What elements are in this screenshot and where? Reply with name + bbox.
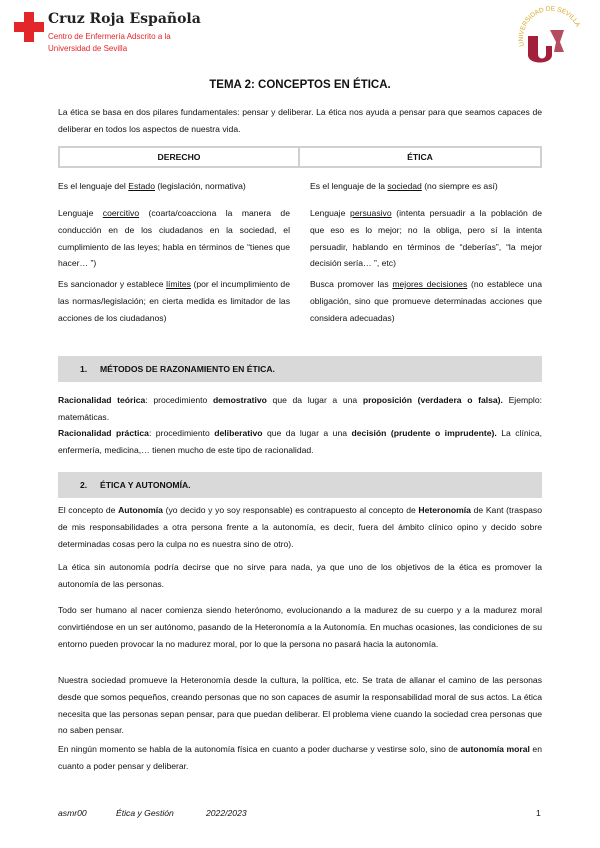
bold-text: Autonomía (118, 505, 163, 515)
table-cell (58, 205, 290, 272)
underlined-text: Estado (128, 181, 155, 191)
text-run: En ningún momento se habla de la autonomía física en cuanto a poder ducharse y vestirse solo, sino de (58, 744, 461, 754)
table-cell (58, 276, 290, 326)
section-1-heading (58, 356, 542, 382)
text-run: Todo ser humano al nacer comienza siendo heterónomo, evolucionando a la madurez de su cuerpo y a la madurez moral convirtiéndose en un ser autónomo, pasando de la Heteronomía a la Autonomía. En muchas ocasiones, las condiciones de su entorno pueden provocar la no madurez moral, por lo que la persona no pasará hacia la autonomía. (58, 605, 542, 649)
underlined-text: persuasivo (350, 208, 392, 218)
paragraph (58, 559, 542, 593)
table-cell (58, 178, 290, 195)
red-cross-icon (14, 12, 44, 42)
bold-text: demostrativo (212, 395, 267, 405)
section-number: 2. (80, 480, 88, 490)
footer-author: asmr00 (58, 808, 87, 818)
page-title: TEMA 2: CONCEPTOS EN ÉTICA. (209, 79, 391, 91)
text-run: Es el lenguaje de la (310, 181, 388, 191)
org-subtitle-2: Universidad de Sevilla (48, 44, 128, 53)
bold-text: decisión (prudente o imprudente). (351, 428, 497, 438)
org-subtitle-1: Centro de Enfermería Adscrito a la (48, 32, 171, 41)
text-run: El concepto de (58, 505, 119, 515)
bold-text: proposición (verdadera o falsa). (362, 395, 503, 405)
text-run: La ética sin autonomía podría decirse que no sirve para nada, ya que uno de los objetivos de la ética es promover la autonomía de las personas. (58, 562, 542, 589)
intro-paragraph (58, 104, 542, 138)
text-run: Es el lenguaje del (58, 181, 129, 191)
section-2-heading (58, 472, 542, 498)
paragraph (58, 741, 542, 775)
footer-year: 2022/2023 (206, 808, 247, 818)
text-run: Busca promover las (310, 279, 393, 289)
paragraph (58, 392, 542, 426)
section-title: ÉTICA Y AUTONOMÍA. (100, 480, 191, 490)
paragraph (58, 672, 542, 739)
table-cell (310, 178, 542, 195)
underlined-text: sociedad (387, 181, 422, 191)
header-etica: ÉTICA (407, 152, 433, 162)
section-number: 1. (80, 364, 88, 374)
text-run: La clínica, enfermería, medicina,… tienen mucho de este tipo de racionalidad. (58, 428, 542, 455)
text-run: Ejemplo: matemáticas. (58, 395, 543, 422)
text-run: (yo decido y yo soy responsable) es contrapuesto al concepto de (162, 505, 419, 515)
org-name: Cruz Roja Española (48, 11, 201, 27)
text-run: que da lugar a una (262, 428, 352, 438)
section-title: MÉTODOS DE RAZONAMIENTO EN ÉTICA. (100, 364, 275, 374)
text-run: Es sancionador y establece (58, 279, 167, 289)
header-derecho: DERECHO (60, 148, 300, 166)
svg-text:UNIVERSIDAD DE SEVILLA: UNIVERSIDAD DE SEVILLA (517, 6, 582, 48)
bold-text: Racionalidad teórica (58, 395, 146, 405)
bold-text: Racionalidad práctica (58, 428, 149, 438)
table-cell (310, 205, 542, 272)
universidad-sevilla-seal (516, 6, 586, 66)
text-run: (intenta persuadir a la población de que eso es lo mejor; no la obliga, pero sí la intenta persuadir, hablando en términos de “deberías”, “la mejor decisión sería… ”, etc) (310, 208, 542, 269)
text-run: Nuestra sociedad promueve la Heteronomía desde la cultura, la política, etc. Se trata de allanar el camino de las personas desde que somos pequeños, creando personas que no son capaces de asumir la responsabilidad moral de sus actos. La ética necesita que las personas sepan pensar, para que puedan deliberar. El problema viene cuando la sociedad crea personas que no saben pensar. (58, 675, 542, 736)
paragraph (58, 502, 542, 552)
paragraph (58, 602, 542, 652)
text-run: en cuanto a poder pensar y deliberar. (58, 744, 542, 771)
text-run: La ética se basa en dos pilares fundamentales: pensar y deliberar. La ética nos ayuda a pensar para que seamos capaces de deliberar en todos los aspectos de nuestra vida. (58, 107, 542, 134)
text-run: Lenguaje (58, 208, 103, 218)
footer-subject: Ética y Gestión (116, 808, 174, 818)
text-run: : procedimiento (148, 428, 215, 438)
text-run: (no establece una obligación, sino que promueve determinadas acciones que considera adecuadas) (310, 279, 542, 323)
text-run: Lenguaje (310, 208, 351, 218)
text-run: (por el incumplimiento de las normas/legislación; en cierta medida es limitador de las acciones de los ciudadanos) (58, 279, 290, 323)
underlined-text: límites (166, 279, 191, 289)
bold-text: deliberativo (214, 428, 263, 438)
table-cell (310, 276, 542, 326)
comparison-table-header (58, 146, 542, 168)
bold-text: autonomía moral (460, 744, 530, 754)
underlined-text: coercitivo (102, 208, 140, 218)
text-run: : procedimiento (145, 395, 213, 405)
text-run: que da lugar a una (266, 395, 363, 405)
paragraph (58, 425, 542, 459)
text-run: (legislación, normativa) (155, 181, 246, 191)
text-run: (coarta/coacciona la manera de conducción en de los ciudadanos en la sociedad, el cumplimiento de las leyes; habla en términos de “tienes que hacer… ”) (58, 208, 290, 269)
text-run: de Kant (traspaso de mis responsabilidades a otra persona frente a la autonomía, es decir, fuera del ámbito clínico opino y decido sobre determinadas cosas pero la culpa no es nuestra sino de otro). (58, 505, 542, 549)
underlined-text: mejores decisiones (392, 279, 468, 289)
text-run: (no siempre es así) (421, 181, 498, 191)
bold-text: Heteronomía (418, 505, 471, 515)
page-number: 1 (536, 808, 541, 818)
